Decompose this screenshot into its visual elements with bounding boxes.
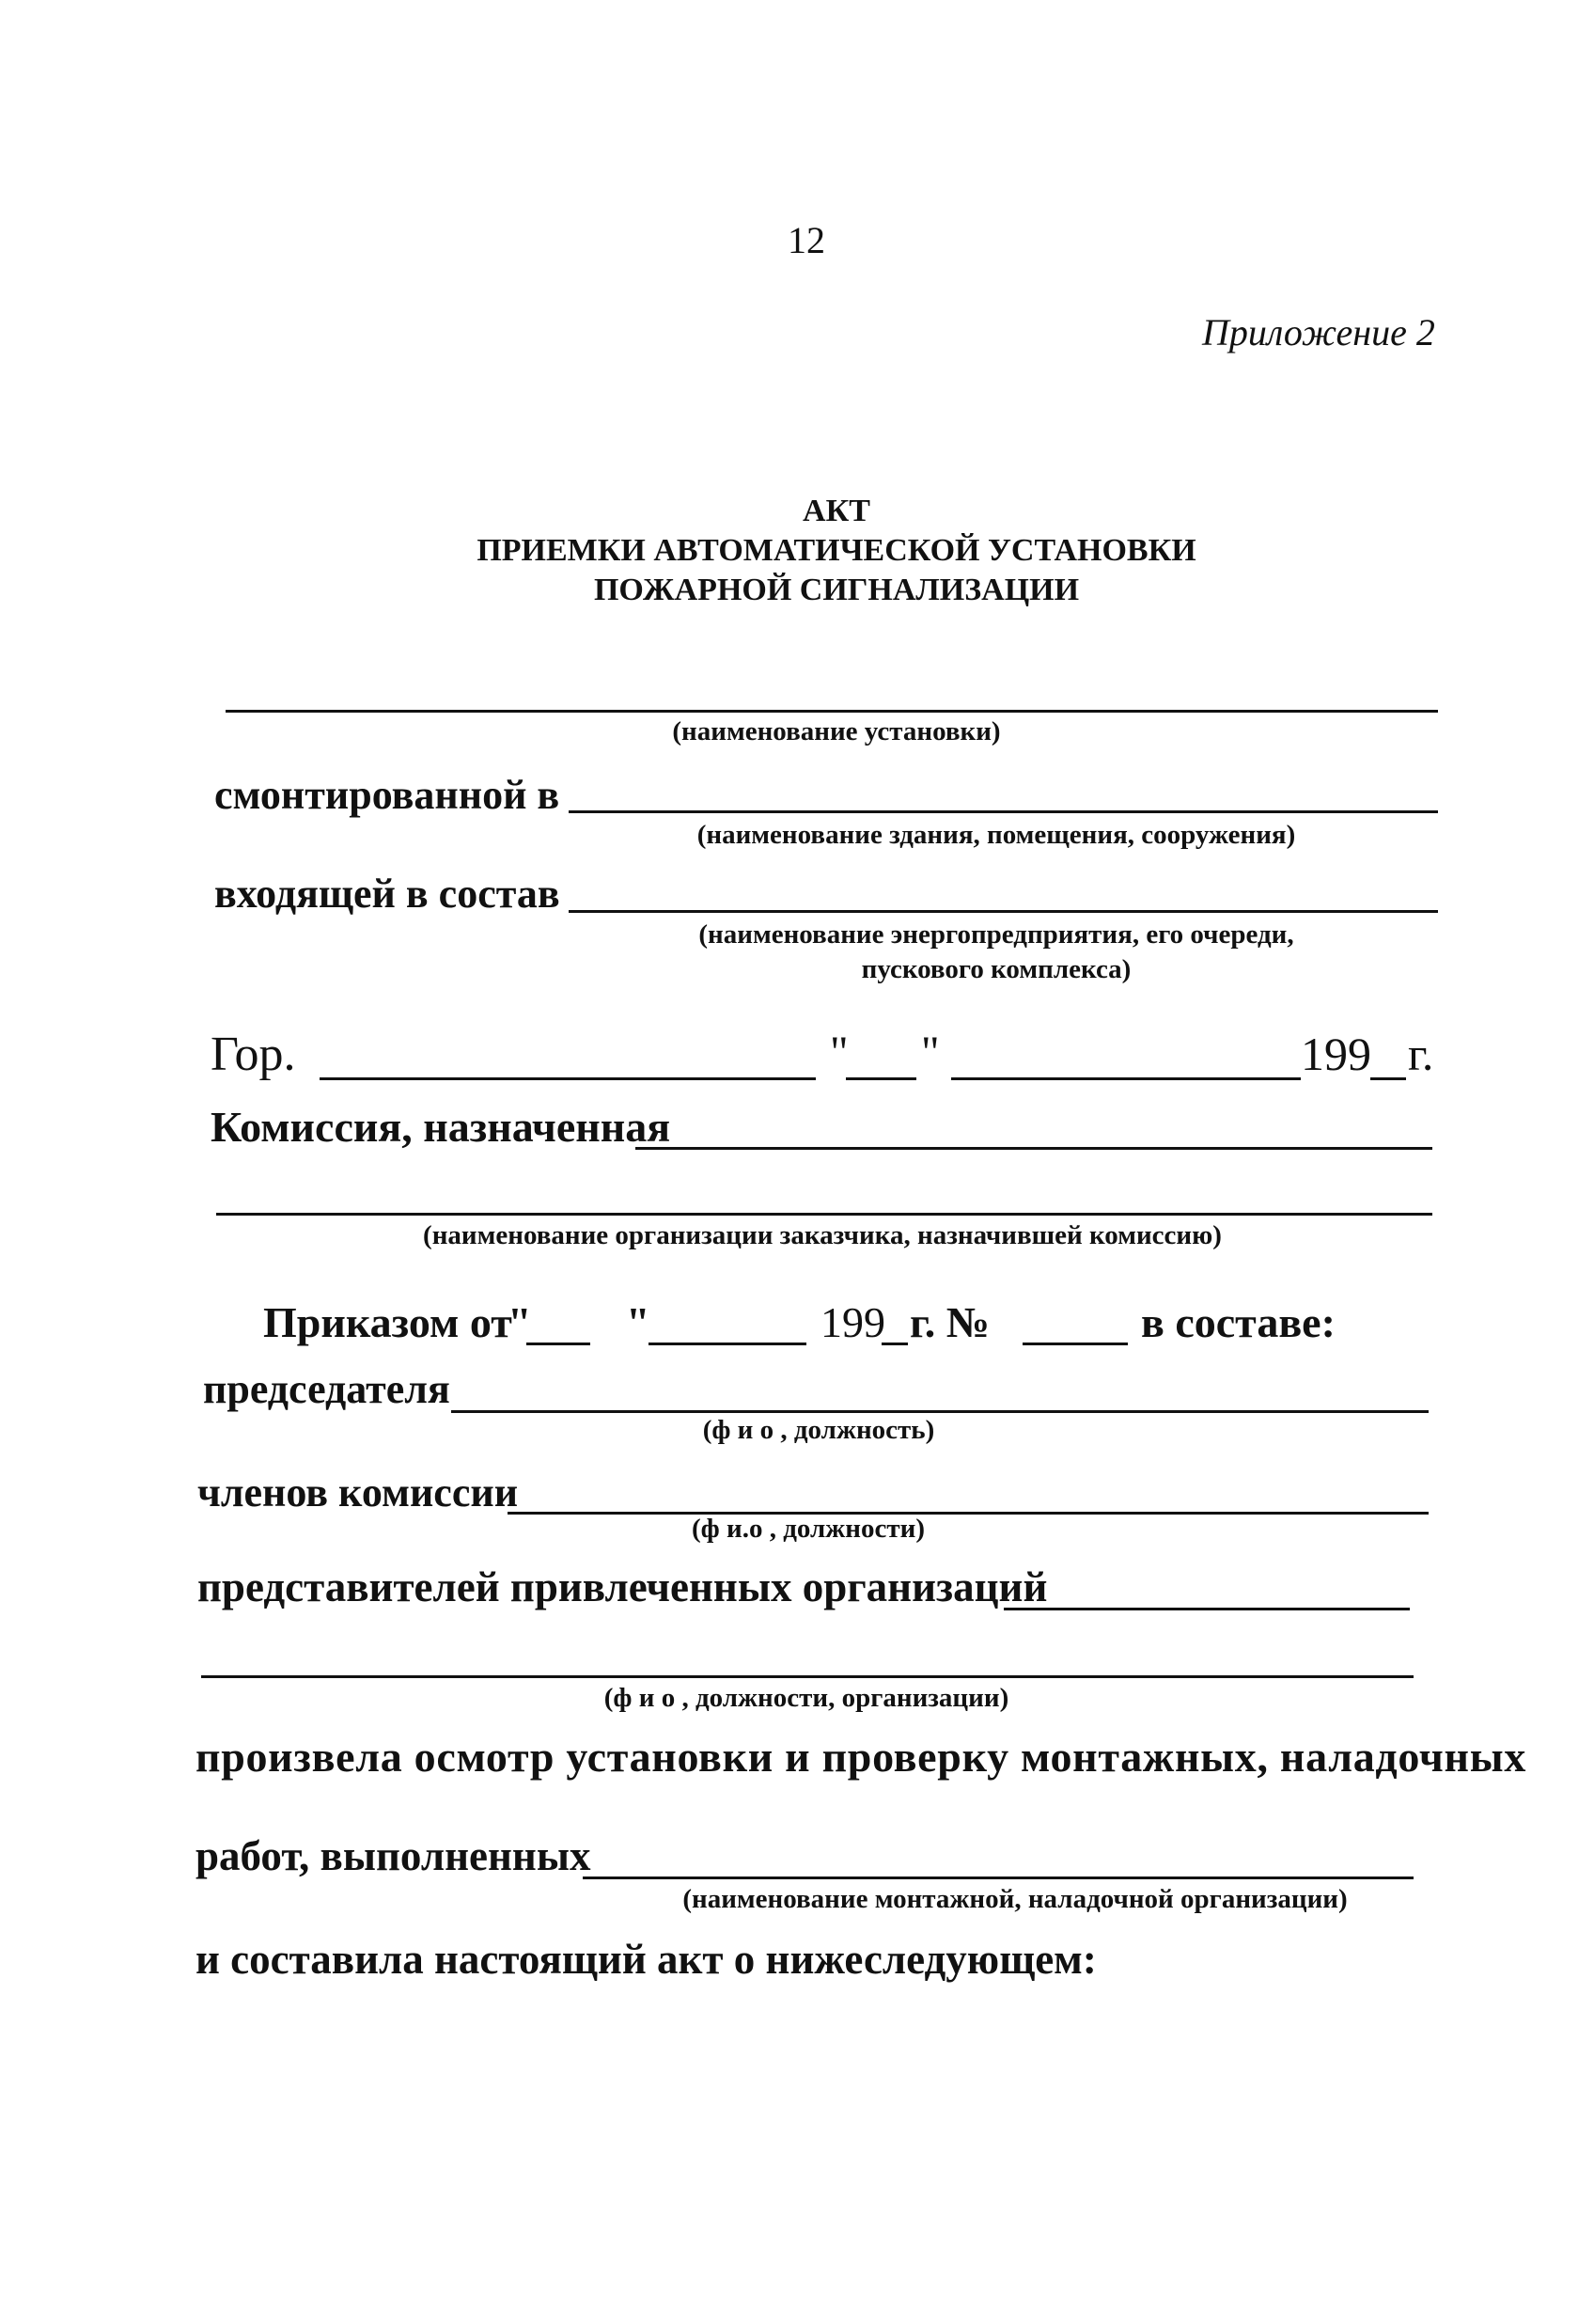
- order-year-suffix: г. №: [910, 1298, 990, 1346]
- order-year-prefix: 199: [820, 1298, 885, 1346]
- chairman-label: председателя: [203, 1366, 450, 1412]
- chairman-line: [451, 1410, 1429, 1413]
- members-caption: (ф и.о , должности): [692, 1514, 925, 1544]
- mounted-label: смонтированной в: [214, 772, 560, 818]
- part-of-label: входящей в состав: [214, 871, 560, 917]
- city-label: Гор.: [211, 1028, 296, 1081]
- city-line: [320, 1077, 816, 1080]
- installation-caption: (наименование установки): [672, 716, 1001, 746]
- day-line: [846, 1077, 916, 1080]
- part-of-line: [569, 910, 1438, 913]
- appendix-label: Приложение 2: [1202, 311, 1435, 353]
- commission-line-2: [216, 1213, 1432, 1216]
- mounted-line: [569, 810, 1438, 813]
- part-of-caption-2: пускового комплекса): [861, 954, 1132, 984]
- mounted-caption: (наименование здания, помещения, сооружения): [696, 820, 1296, 850]
- year-prefix: 199: [1301, 1028, 1371, 1080]
- part-of-caption-1: (наименование энергопредприятия, его очереди,: [698, 919, 1294, 950]
- order-tail: в составе:: [1141, 1298, 1336, 1346]
- reps-line: [1004, 1608, 1410, 1610]
- closing-text: и составила настоящий акт о нижеследующем:: [195, 1936, 1097, 1983]
- body-line: произвела осмотр установки и проверку монтажных, наладочных: [195, 1733, 1527, 1781]
- members-label: членов комиссии: [197, 1469, 519, 1515]
- page-number: 12: [788, 219, 825, 261]
- month-line: [951, 1077, 1301, 1080]
- title-line-2: ПРИЕМКИ АВТОМАТИЧЕСКОЙ УСТАНОВКИ: [477, 533, 1196, 568]
- works-caption: (наименование монтажной, наладочной организации): [682, 1884, 1348, 1914]
- order-quote-open: ": [508, 1298, 532, 1346]
- works-line: [583, 1876, 1414, 1879]
- reps-caption: (ф и о , должности, организации): [603, 1683, 1009, 1713]
- order-number-line: [1023, 1343, 1128, 1345]
- quote-open: ": [830, 1028, 849, 1077]
- works-label: работ, выполненных: [195, 1832, 591, 1879]
- commission-label: Комиссия, назначенная: [211, 1103, 671, 1151]
- year-line: [1370, 1077, 1406, 1080]
- reps-line-2: [201, 1675, 1414, 1678]
- order-day-line: [526, 1343, 590, 1345]
- order-year-line: [882, 1343, 908, 1345]
- order-label: Приказом от: [263, 1298, 512, 1346]
- reps-label: представителей привлеченных организаций: [197, 1563, 1048, 1610]
- commission-line: [635, 1147, 1432, 1150]
- chairman-caption: (ф и о , должность): [702, 1415, 935, 1445]
- commission-caption: (наименование организации заказчика, назначившей комиссию): [423, 1220, 1222, 1250]
- year-suffix: г.: [1408, 1028, 1434, 1080]
- installation-name-line: [226, 710, 1438, 713]
- order-quote-close: ": [626, 1298, 650, 1346]
- title-line-3: ПОЖАРНОЙ СИГНАЛИЗАЦИИ: [593, 573, 1080, 607]
- title-line-1: АКТ: [803, 494, 870, 528]
- order-month-line: [649, 1343, 806, 1345]
- quote-close: ": [921, 1028, 940, 1077]
